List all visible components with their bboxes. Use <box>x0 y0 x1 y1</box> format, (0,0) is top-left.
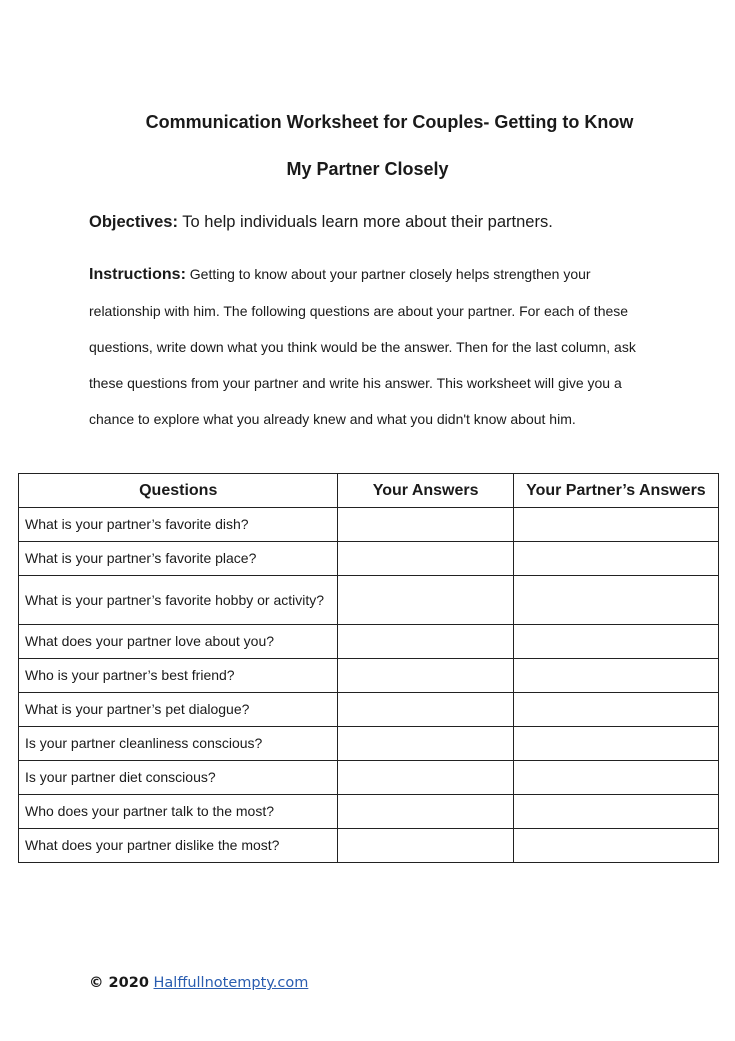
your-answer-cell[interactable] <box>338 542 513 576</box>
table-header-row <box>19 474 719 508</box>
your-answer-cell[interactable] <box>338 727 513 761</box>
your-answer-cell[interactable] <box>338 625 513 659</box>
question-cell: What does your partner dislike the most? <box>19 829 338 863</box>
header-your-answers: Your Answers <box>338 474 513 508</box>
table-row <box>19 829 719 863</box>
worksheet-table <box>18 473 719 863</box>
question-cell: What is your partner’s favorite dish? <box>19 508 338 542</box>
table-row <box>19 727 719 761</box>
footer <box>89 975 308 991</box>
your-answer-cell[interactable] <box>338 761 513 795</box>
question-cell: What is your partner’s favorite hobby or activity? <box>19 576 338 625</box>
table-row <box>19 576 719 625</box>
partner-answer-cell[interactable] <box>513 693 718 727</box>
objectives-paragraph <box>89 213 659 232</box>
objectives-label: Objectives: <box>89 213 178 231</box>
question-cell: Who is your partner’s best friend? <box>19 659 338 693</box>
website-link[interactable]: Halffullnotempty.com <box>153 975 309 991</box>
table-row <box>19 761 719 795</box>
table-row <box>19 625 719 659</box>
question-cell: What is your partner’s favorite place? <box>19 542 338 576</box>
partner-answer-cell[interactable] <box>513 659 718 693</box>
table-row <box>19 693 719 727</box>
table-row <box>19 659 719 693</box>
copyright-text: © 2020 <box>89 975 149 991</box>
table-row <box>19 542 719 576</box>
your-answer-cell[interactable] <box>338 508 513 542</box>
header-partner-answers: Your Partner’s Answers <box>513 474 718 508</box>
question-cell: What does your partner love about you? <box>19 625 338 659</box>
your-answer-cell[interactable] <box>338 795 513 829</box>
partner-answer-cell[interactable] <box>513 542 718 576</box>
partner-answer-cell[interactable] <box>513 761 718 795</box>
objectives-text: To help individuals learn more about their partners. <box>177 213 553 231</box>
question-cell: Who does your partner talk to the most? <box>19 795 338 829</box>
your-answer-cell[interactable] <box>338 576 513 625</box>
instructions-label: Instructions: <box>89 266 186 283</box>
question-cell: What is your partner’s pet dialogue? <box>19 693 338 727</box>
partner-answer-cell[interactable] <box>513 625 718 659</box>
header-questions: Questions <box>19 474 338 508</box>
instructions-paragraph <box>89 256 659 437</box>
your-answer-cell[interactable] <box>338 659 513 693</box>
partner-answer-cell[interactable] <box>513 576 718 625</box>
instructions-text: Getting to know about your partner closely helps strengthen your relationship with him. The following questions are about your partner. For each of these questions, write down what you think would be the answer. Then for the last column, ask these questions from your partner and write his answer. This worksheet will give you a chance to explore what you already knew and what you didn't know about him. <box>89 266 636 427</box>
page-title-line-1: Communication Worksheet for Couples- Getting to Know <box>145 112 634 132</box>
page-title-line-2: My Partner Closely <box>286 159 449 179</box>
question-cell: Is your partner diet conscious? <box>19 761 338 795</box>
your-answer-cell[interactable] <box>338 693 513 727</box>
table-row <box>19 508 719 542</box>
partner-answer-cell[interactable] <box>513 795 718 829</box>
partner-answer-cell[interactable] <box>513 727 718 761</box>
partner-answer-cell[interactable] <box>513 829 718 863</box>
table-row <box>19 795 719 829</box>
your-answer-cell[interactable] <box>338 829 513 863</box>
partner-answer-cell[interactable] <box>513 508 718 542</box>
question-cell: Is your partner cleanliness conscious? <box>19 727 338 761</box>
